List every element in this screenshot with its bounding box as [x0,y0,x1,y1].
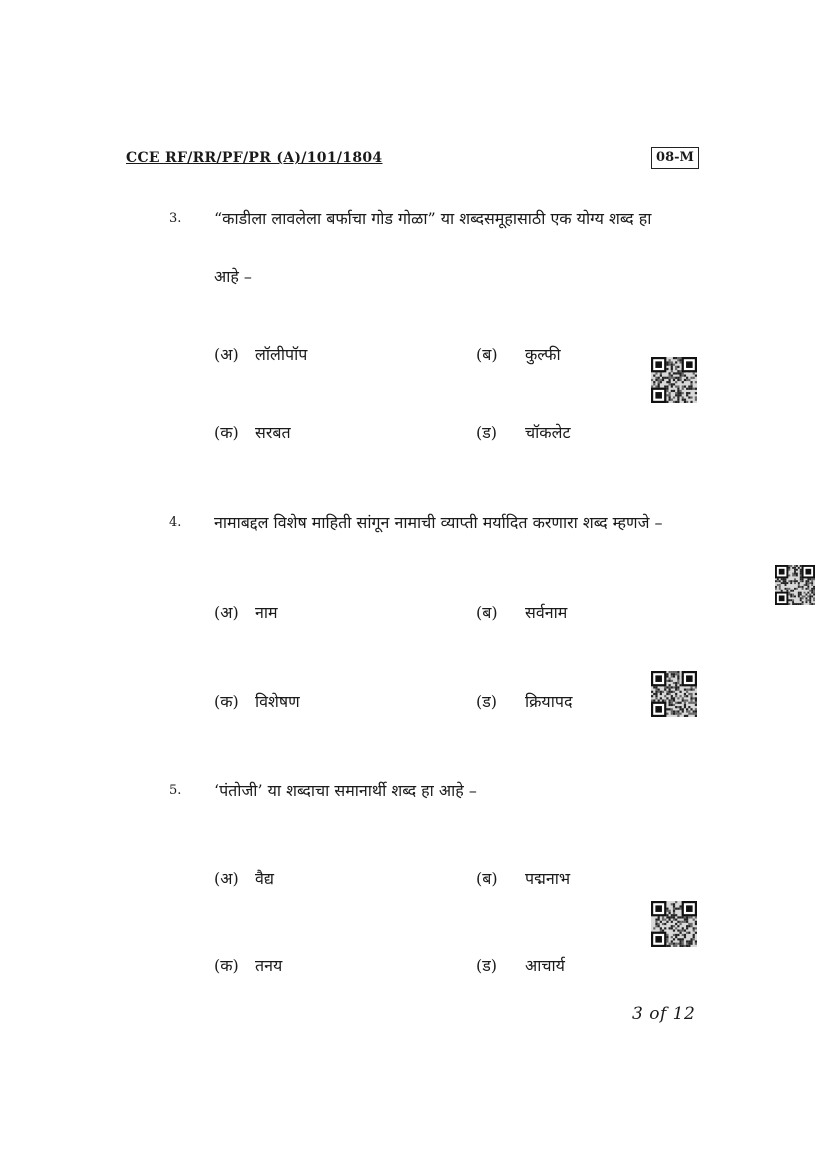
question-number: 4. [169,515,182,530]
qr-code-icon [775,565,815,605]
option-d-text: क्रियापद [525,692,573,711]
option-c-text: तनय [255,956,283,975]
exam-code: CCE RF/RR/PF/PR (A)/101/1804 [126,150,383,166]
option-a-label: (अ) [214,345,239,364]
question-text: नामाबद्दल विशेष माहिती सांगून नामाची व्याप्ती मर्यादित करणारा शब्द म्हणजे – [214,513,663,532]
question-text: ‘पंतोजी’ या शब्दाचा समानार्थी शब्द हा आहे – [214,781,477,800]
question-number: 3. [169,211,182,226]
option-c-label: (क) [214,692,239,711]
option-d-label: (ड) [476,423,498,442]
option-a-label: (अ) [214,603,239,622]
page-number: 3 of 12 [632,1004,696,1024]
option-d-label: (ड) [476,692,498,711]
qr-code-icon [651,671,697,717]
option-a-label: (अ) [214,869,239,888]
option-a-text: लॉलीपॉप [255,345,308,364]
option-b-text: सर्वनाम [525,603,568,622]
qr-code-icon [651,357,697,403]
option-b-label: (ब) [476,603,498,622]
option-d-text: आचार्य [525,956,565,975]
option-d-text: चॉकलेट [525,423,571,442]
option-a-text: वैद्य [255,869,274,888]
question-text-continued: आहे – [214,267,252,286]
option-c-label: (क) [214,956,239,975]
option-d-label: (ड) [476,956,498,975]
paper-code-box: 08-M [651,147,699,169]
question-text: “काडीला लावलेला बर्फाचा गोड गोळा” या शब्दसमूहासाठी एक योग्य शब्द हा [214,209,652,228]
option-c-text: विशेषण [255,692,300,711]
option-c-label: (क) [214,423,239,442]
option-b-label: (ब) [476,869,498,888]
option-b-label: (ब) [476,345,498,364]
option-b-text: पद्मनाभ [525,869,571,888]
question-number: 5. [169,783,182,798]
option-a-text: नाम [255,603,278,622]
qr-code-icon [651,901,697,947]
option-b-text: कुल्फी [525,345,561,364]
option-c-text: सरबत [255,423,291,442]
